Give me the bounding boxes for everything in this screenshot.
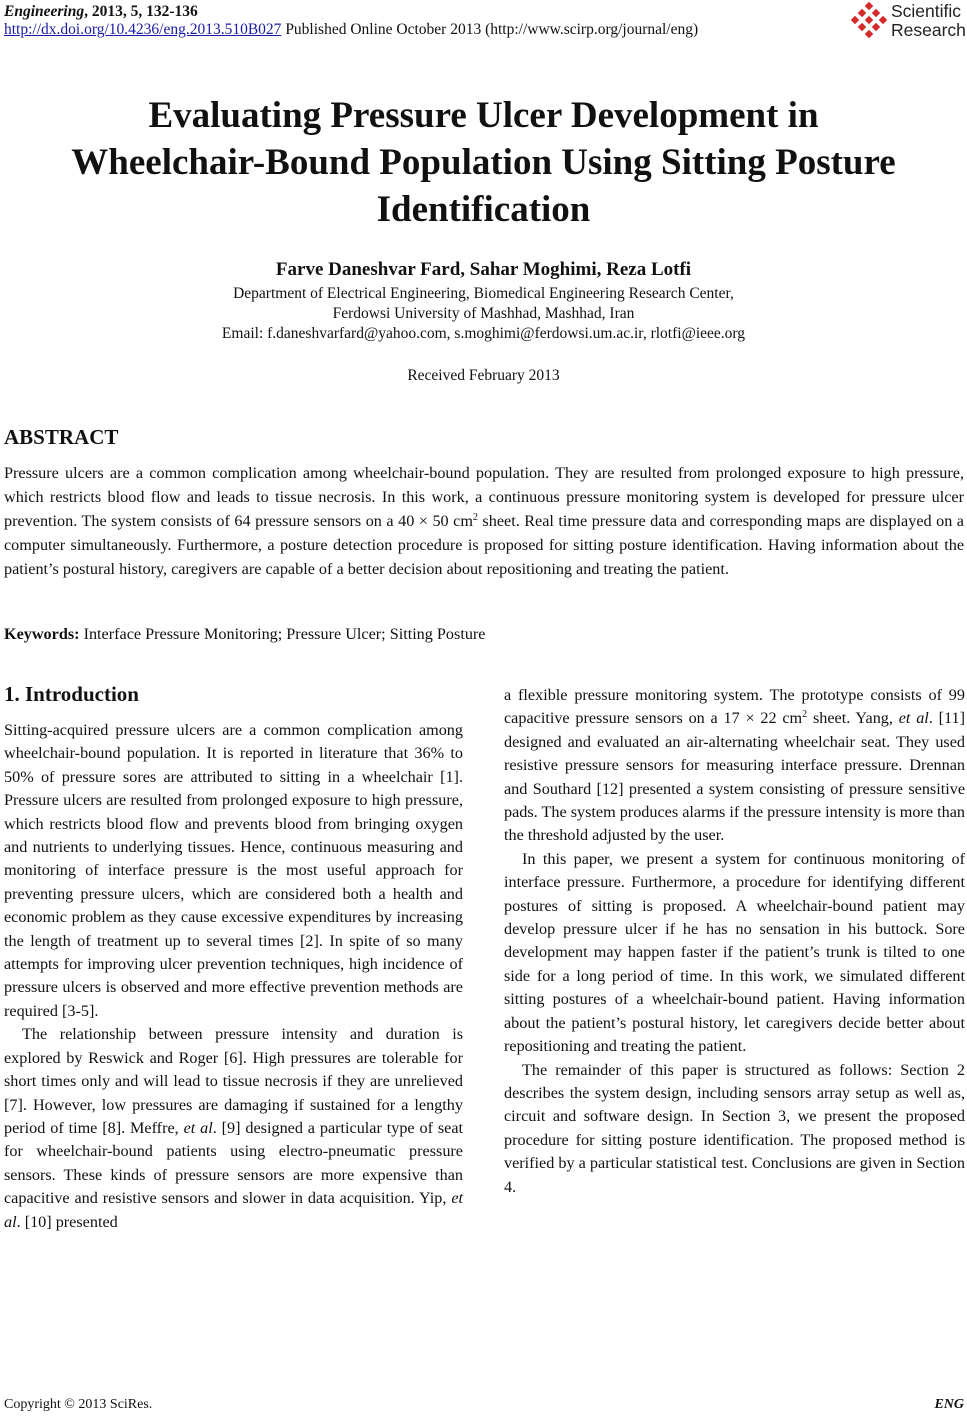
text-run: . [11] designed and evaluated an air-alternating wheelchair seat. They used resistive pressure sensors for measuring interface pressure. Drennan and Southard [12] presented a system consisting of pressure sensitive pads. The system produces alarms if the pressure intensity is more than the threshold adjusted by the user.: [504, 709, 965, 845]
affiliation-line: Ferdowsi University of Mashhad, Mashhad, Iran: [332, 305, 635, 322]
affiliation-line: Department of Electrical Engineering, Biomedical Engineering Research Center,: [233, 285, 734, 302]
journal-citation: [4, 3, 198, 21]
abstract-part: Pressure ulcers are a common complication among wheelchair-bound population. They are resulted from prolonged exposure to high pressure, which restricts blood flow and leads to tissue necrosis. In this work, a continuous pressure monitoring system is developed for pressure ulcer prevention. The system consists of 64 pressure sensors on a 40 × 50 cm: [4, 464, 964, 530]
superscript: 2: [472, 512, 478, 523]
abstract-text: [4, 461, 964, 581]
journal-name: Engineering: [4, 3, 85, 20]
published-info: Published Online October 2013 (http://www.scirp.org/journal/eng): [281, 21, 699, 38]
doi-line: [4, 21, 698, 39]
received-date: Received February 2013: [407, 367, 560, 384]
et-al: et al: [4, 1189, 463, 1231]
keywords-label: Keywords:: [4, 625, 80, 643]
paragraph: The remainder of this paper is structured as follows: Section 2 describes the system design, including sensors array setup as well as, circuit and software design. In Section 3, we present the proposed procedure for sitting posture identification. The proposed method is verified by a particular statistical test. Conclusions are given in Section 4.: [504, 1060, 965, 1196]
et-al: et al: [898, 709, 929, 728]
abstract-part: sheet. Real time pressure data and corresponding maps are displayed on a computer simultaneously. Furthermore, a posture detection procedure is proposed for sitting posture identification. Having information about the patient’s postural history, caregivers are capable of a better decision about repositioning and treating the patient.: [4, 512, 964, 578]
paragraph: [504, 684, 965, 848]
section-heading: 1. Introduction: [4, 682, 139, 706]
journal-abbrev: ENG: [934, 1397, 964, 1412]
logo-line2: Research: [891, 20, 966, 40]
logo-text: [891, 2, 966, 40]
paragraph: [4, 1023, 463, 1234]
keywords: [4, 623, 964, 645]
paper-title: [0, 92, 967, 233]
affiliation-line: Email: f.daneshvarfard@yahoo.com, s.moghimi@ferdowsi.um.ac.ir, rlotfi@ieee.org: [221, 325, 746, 342]
text-run: . [10] presented: [16, 1212, 118, 1231]
affiliation: [0, 284, 967, 344]
et-al: et al: [183, 1118, 213, 1137]
left-column: [4, 719, 463, 1234]
paragraph: In this paper, we present a system for continuous monitoring of interface pressure. Furthermore, a procedure for identifying different postures of sitting is proposed. A wheelchair-bound patient may develop pressure ulcer if he has no sensation in his buttock. Sore development may happen faster if the patient’s trunk is tilted to one side for a long period of time. In this work, we simulated different sitting postures of a wheelchair-bound patient. Having information about the patient’s postural history, let caregivers decide better about repositioning and treating the patient.: [504, 849, 965, 1056]
superscript: 2: [802, 709, 808, 721]
keywords-text: Interface Pressure Monitoring; Pressure Ulcer; Sitting Posture: [79, 625, 486, 643]
volume-pages: , 2013, 5, 132-136: [84, 3, 198, 20]
title-line: Wheelchair-Bound Population Using Sitting Posture: [71, 142, 896, 183]
title-line: Identification: [376, 189, 591, 230]
page-footer: [4, 1396, 964, 1414]
logo-line1: Scientific: [891, 1, 962, 21]
abstract-heading: ABSTRACT: [4, 425, 119, 449]
text-run: . [9] designed a particular type of seat for wheelchair-bound patients using electro-pneumatic pressure sensors. These kinds of pressure sensors are more expensive than capacitive and resistive sensors and slower in data acquisition. Yip,: [4, 1118, 464, 1208]
text-run: sheet. Yang,: [807, 709, 899, 728]
authors: Farve Daneshvar Fard, Sahar Moghimi, Reza Lotfi: [275, 259, 692, 280]
publisher-logo: [849, 2, 967, 42]
paragraph: Sitting-acquired pressure ulcers are a common complication among wheelchair-bound population. It is reported in literature that 36% to 50% of pressure sores are attributed to sitting in a wheelchair [1]. Pressure ulcers are resulted from prolonged exposure to high pressure, which restricts blood flow and prevents blood from bringing oxygen and nutrients to underlying tissues. Hence, continuous measuring and monitoring of interface pressure is the most useful approach for preventing pressure ulcers, which are considered both a health and economic problem as they cause excessive expenditures by increasing the length of treatment up to several times [2]. In spite of so many attempts for improving ulcer prevention techniques, high incidence of pressure ulcers is observed and more effective prevention methods are required [3-5].: [4, 721, 463, 1020]
copyright: Copyright © 2013 SciRes.: [4, 1397, 153, 1412]
right-column: [504, 684, 965, 1199]
text-run: The relationship between pressure intensity and duration is explored by Reswick and Roger [6]. High pressures are tolerable for short times only and will lead to tissue necrosis if they are unrelieved [7]. However, low pressures are damaging if sustained for a lengthy period of time [8]. Meffre,: [4, 1025, 463, 1137]
text-run: a flexible pressure monitoring system. The prototype consists of 99 capacitive pressure sensors on a 17 × 22 cm: [504, 686, 965, 728]
logo-diamond-icon: [849, 2, 889, 42]
doi-link[interactable]: http://dx.doi.org/10.4236/eng.2013.510B027: [4, 21, 282, 38]
title-line: Evaluating Pressure Ulcer Development in: [148, 95, 819, 136]
